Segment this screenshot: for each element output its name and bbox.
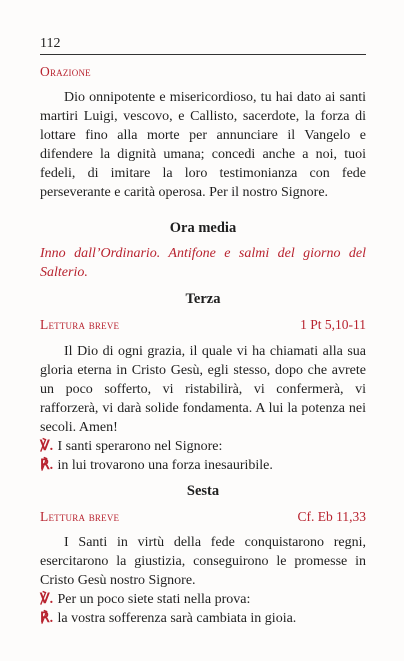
sesta-response: la vostra sofferenza sarà cambiata in gioia. [57, 611, 297, 626]
sesta-title: Sesta [186, 483, 220, 499]
header-rule [40, 54, 366, 55]
terza-text: Il Dio di ogni grazia, il quale vi ha chiamati alla sua gloria eterna in Cristo Gesù, egli stesso, dopo che avrete un poco sofferto, vi ristabilirà, vi confermerà, vi rafforzerà, vi darà solide fondamenta. A lui la potenza nei secoli. Amen! [40, 344, 366, 435]
sesta-versicle-row [40, 590, 366, 628]
sesta-reference: Cf. Eb 11,33 [297, 509, 366, 524]
terza-lettura-row [40, 317, 366, 333]
terza-versicle: I santi sperarono nel Signore: [57, 439, 223, 454]
response-symbol: ℟. [40, 611, 54, 626]
terza-versicle-row [40, 437, 366, 475]
ora-media-title: Ora media [169, 220, 237, 236]
page-number: 112 [40, 36, 61, 51]
orazione-heading: Orazione [40, 64, 91, 79]
versicle-symbol: ℣. [40, 439, 54, 454]
versicle-symbol: ℣. [40, 592, 54, 607]
ora-media-rubric: Inno dall’Ordinario. Antifone e salmi del giorno del Salterio. [40, 246, 366, 280]
response-symbol: ℟. [40, 458, 54, 473]
terza-title: Terza [185, 291, 221, 307]
sesta-lettura-row [40, 509, 366, 525]
sesta-text: I Santi in virtù della fede conquistarono regni, esercitarono la giustizia, conseguirono le promesse in Cristo Gesù nostro Signore. [40, 535, 366, 588]
terza-response: in lui trovarono una forza inesauribile. [57, 458, 273, 473]
terza-lettura-label: Lettura breve [40, 317, 120, 332]
sesta-versicle: Per un poco siete stati nella prova: [57, 592, 251, 607]
sesta-lettura-label: Lettura breve [40, 509, 120, 524]
terza-reference: 1 Pt 5,10-11 [300, 317, 366, 332]
orazione-text: Dio onnipotente e misericordioso, tu hai dato ai santi martiri Luigi, vescovo, e Callisto, sacerdote, la forza di lottare fino alla morte per annunciare il Vangelo e difendere la dignità umana; concedi anche a noi, tuoi fedeli, di imitare la loro testimonianza con fede perseverante e carità operosa. Per il nostro Signore. [40, 90, 366, 200]
